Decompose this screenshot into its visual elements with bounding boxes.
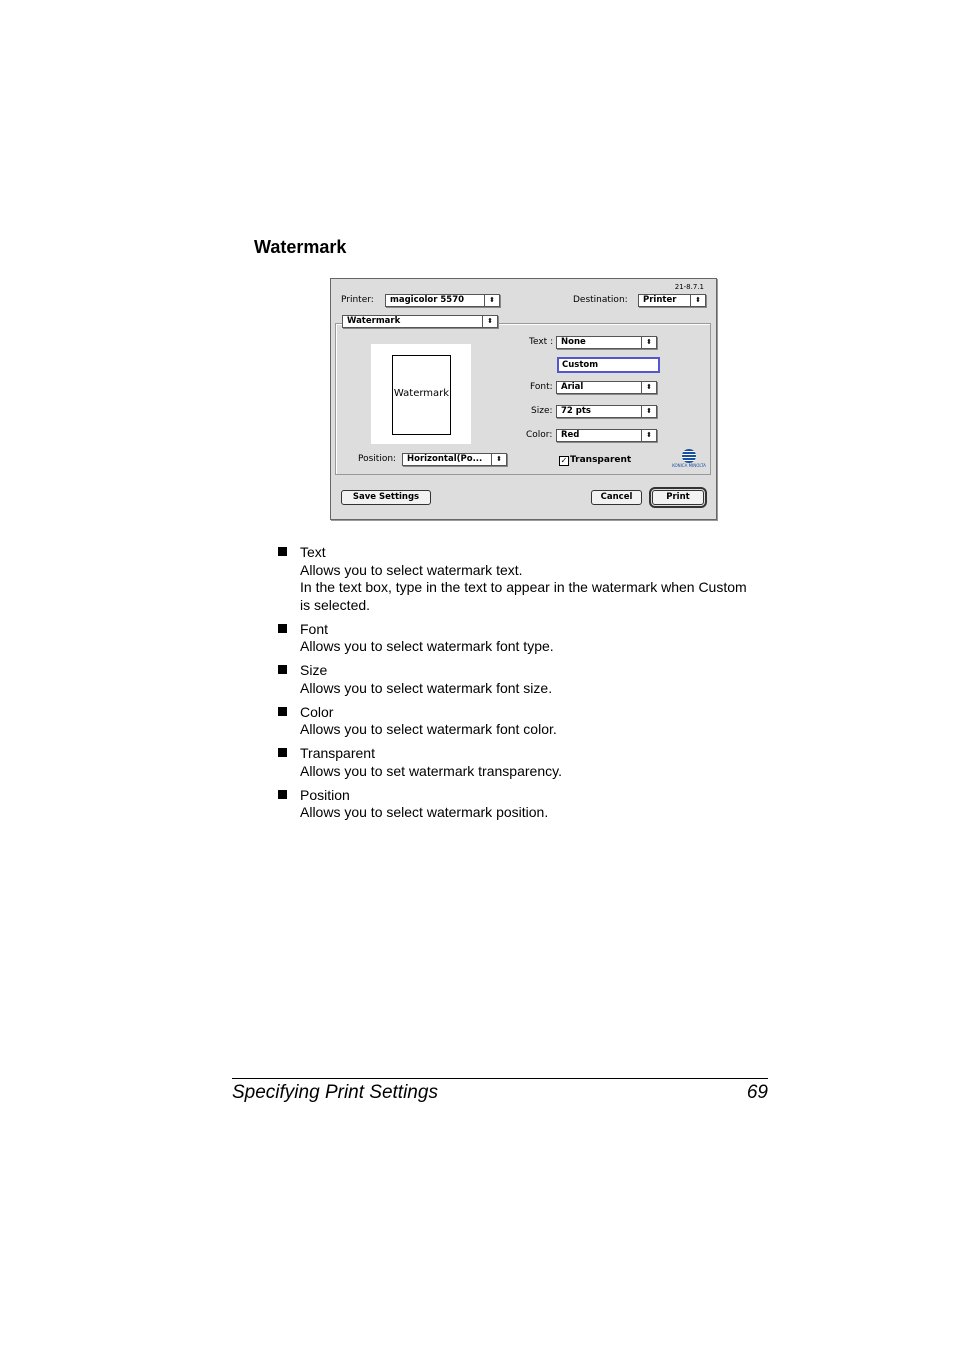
list-item (277, 544, 777, 614)
popup-arrows-icon: ⬍ (482, 316, 497, 327)
color-label: Color: (526, 430, 553, 440)
option-list (277, 544, 777, 828)
popup-arrows-icon: ⬍ (641, 406, 656, 417)
color-select-value: Red (561, 430, 580, 440)
font-label: Font: (530, 382, 553, 392)
save-settings-button[interactable]: Save Settings (341, 490, 431, 505)
size-label: Size: (531, 406, 553, 416)
list-item (277, 704, 777, 739)
section-title: Watermark (254, 237, 347, 257)
popup-arrows-icon: ⬍ (484, 295, 499, 306)
list-item (277, 745, 777, 780)
text-select-value: None (561, 337, 586, 347)
square-bullet-icon (278, 665, 287, 674)
position-label: Position: (358, 454, 397, 464)
watermark-preview (371, 344, 471, 444)
popup-arrows-icon: ⬍ (690, 295, 705, 306)
custom-text-input[interactable]: Custom (557, 357, 660, 373)
popup-arrows-icon: ⬍ (641, 382, 656, 393)
popup-arrows-icon: ⬍ (491, 454, 506, 465)
item-term: Font (300, 620, 329, 637)
preview-page (392, 355, 451, 435)
popup-arrows-icon: ⬍ (641, 337, 656, 348)
print-dialog (330, 278, 717, 520)
list-item (277, 787, 777, 822)
logo-text: KONICA MINOLTA (672, 463, 706, 468)
item-term: Transparent (300, 745, 375, 761)
printer-select-value: magicolor 5570 (390, 295, 465, 305)
list-item (277, 621, 777, 656)
text-label: Text : (529, 337, 554, 347)
footer-title: Specifying Print Settings (232, 1082, 438, 1103)
version-label: 21-8.7.1 (674, 283, 704, 291)
print-button[interactable]: Print (652, 490, 704, 505)
popup-arrows-icon: ⬍ (641, 430, 656, 441)
item-term: Size (300, 662, 328, 678)
logo-globe-icon (682, 449, 696, 463)
transparent-checkbox[interactable]: ✓ (560, 456, 568, 465)
transparent-label: Transparent (570, 455, 632, 465)
font-select[interactable] (556, 381, 657, 394)
item-term: Color (300, 703, 334, 720)
destination-select[interactable] (638, 294, 706, 307)
size-select[interactable] (556, 405, 657, 418)
square-bullet-icon (278, 748, 287, 757)
color-select[interactable] (556, 429, 657, 442)
position-select-value: Horizontal(Po... (407, 454, 483, 464)
item-description: Allows you to select watermark font type. (300, 638, 554, 654)
square-bullet-icon (278, 547, 287, 556)
panel-select[interactable] (342, 315, 498, 328)
panel-select-value: Watermark (347, 316, 401, 326)
item-description: Allows you to select watermark font color. (300, 721, 557, 737)
destination-label: Destination: (573, 295, 628, 305)
item-description: Allows you to select watermark font size. (300, 679, 553, 696)
footer-rule (232, 1078, 768, 1079)
preview-watermark-text: Watermark (393, 388, 450, 399)
printer-label: Printer: (341, 295, 374, 305)
item-description: is selected. (300, 596, 371, 613)
size-select-value: 72 pts (561, 406, 591, 416)
item-term: Position (300, 786, 350, 803)
text-select[interactable] (556, 336, 657, 349)
font-select-value: Arial (561, 382, 584, 392)
page-number: 69 (746, 1082, 768, 1103)
item-term: Text (300, 544, 326, 560)
konica-minolta-logo (672, 449, 706, 471)
square-bullet-icon (278, 624, 287, 633)
square-bullet-icon (278, 707, 287, 716)
item-description: Allows you to select watermark position. (300, 804, 549, 820)
position-select[interactable] (402, 453, 507, 466)
list-item (277, 662, 777, 697)
printer-select[interactable] (385, 294, 500, 307)
cancel-button[interactable]: Cancel (591, 490, 642, 505)
item-description: Allows you to set watermark transparency. (300, 762, 562, 779)
destination-select-value: Printer (643, 295, 677, 305)
item-description: Allows you to select watermark text. (300, 561, 523, 578)
item-description: In the text box, type in the text to appear in the watermark when Custom (300, 579, 747, 595)
square-bullet-icon (278, 790, 287, 799)
